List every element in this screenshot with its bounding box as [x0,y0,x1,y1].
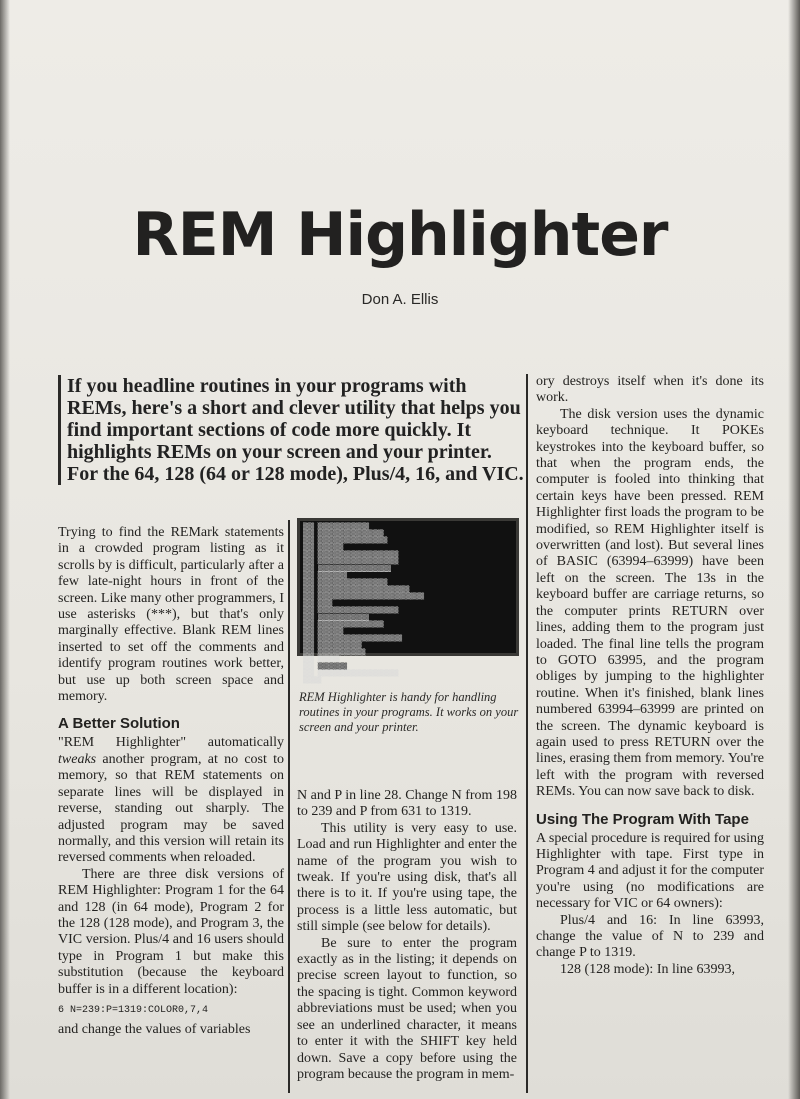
emphasis: tweaks [58,751,97,767]
column-rule [288,520,290,1093]
article-title: REM Highlighter [132,200,668,270]
paragraph [58,735,284,866]
code-line: 6 N=239:P=1319:COLOR0,7,4 [58,1004,209,1016]
text-column-3 [536,374,764,978]
paragraph: There are three disk versions of REM Highlighter: Program 1 for the 64 and 128 (in 64 mode), Program 2 for the 128 (128 mode), and Program 3, the VIC version. Plus/4 and 16 users should type in Program 1 but make this substitution (because the keyboard buffer is in a different location): [58,866,284,997]
paragraph: and change the values of variables [58,1021,251,1037]
computer-screen-image: ▒▒▒ ▒▒▒▒▒▒▒▒▒▒▒▒▒▒ ▒▒▒ ▒▒▒▒▒▒▒▒▒▒▒▒▒▒▒▒▒▒ ▒▒▒ ▒▒▒▒▒▒▒▒▒▒▒▒▒▒▒▒▒▒▒ ▒▒▒ ▒▒▒▒▒▒▒ ▒▒▒ ▒▒▒▒▒▒▒▒▒▒▒▒▒▒▒▒▒▒▒▒▒▒ ▒▒▒ ▒▒▒▒▒▒▒▒▒▒▒▒▒▒▒▒▒▒▒▒▒▒ ▒▒▒ ▒▒▒▒▒▒▒▒▒▒▒▒▒▒▒▒▒▒▒▒ ▒▒▒ ▒▒▒▒▒▒▒▒ ▒▒▒ ▒▒▒▒▒▒▒▒▒▒▒▒▒▒▒▒▒▒▒ ▒▒▒ ▒▒▒▒▒▒▒▒▒▒▒▒▒▒▒▒▒▒▒▒▒▒▒▒▒ ▒▒▒ ▒▒▒▒▒▒▒▒▒▒▒▒▒▒▒▒▒▒▒▒▒▒▒▒▒▒▒▒▒ ▒▒▒ ▒▒▒▒ ▒▒▒ ▒▒▒▒▒▒▒▒▒▒▒▒▒▒▒▒▒▒▒▒▒▒ ▒▒▒ ▒▒▒▒▒▒▒▒▒▒▒▒▒▒ ▒▒▒ ▒▒▒▒▒▒▒▒▒▒▒▒▒▒▒▒▒▒ ▒▒▒ ▒▒▒▒▒▒▒ ▒▒▒ ▒▒▒▒▒▒▒▒▒▒▒▒▒▒▒▒▒▒▒▒▒▒▒ ▒▒▒ ▒▒▒▒▒▒▒▒▒▒▒▒ ▒▒▒ ▒▒▒▒▒▒▒▒▒▒▒▒▒ ▒▒▒ ▒▒▒▒▒▒ ▒▒▒ ▒▒▒▒▒▒▒▒ ▒▒▒ ▒▒▒▒▒▒▒▒▒▒▒▒▒▒▒▒▒▒▒▒▒▒ ▒▒▒▒▒ [300,521,516,653]
section-heading: Using The Program With Tape [536,810,749,828]
paragraph: ory destroys itself when it's done its work. [536,374,764,406]
paragraph: 128 (128 mode): In line 63993, [560,961,735,977]
paragraph: Plus/4 and 16: In line 63993, change the value of N to 239 and change P to 1319. [536,912,764,961]
text-span: another program, at no cost to memory, so that REM statements on separate lines will be displayed in reverse, standing out sharply. The adjusted program may be saved normally, and this version will retain its reversed comments when reloaded. [58,751,284,866]
text-column-1 [58,525,284,1038]
paragraph: A special procedure is required for using Highlighter with tape. First type in Program 4 and adjust it for the computer you're using (no modifications are necessary for VIC or 64 owners): [536,830,764,912]
section-heading: A Better Solution [58,715,180,733]
text-span: "REM Highlighter" automatically [58,735,284,751]
paragraph: Trying to find the REMark statements in a crowded program listing as it scrolls by is difficult, particularly after a few late-night hours in front of the screen. Like many other programmers, I use asterisks (***), but that's only marginally effective. Blank REM lines inserted to set off the comments and identify program routines work better, but use up both screen space and memory. [58,525,284,705]
screenshot-figure [297,518,519,684]
text-column-2 [297,788,517,1083]
paragraph: Be sure to enter the program exactly as in the listing; it depends on precise screen layout to function, so the spacing is tight. Common keyword abbreviations must be used; when you see an underlined character, it means to enter it with the SHIFT key held down. Save a copy before using the program because the program in mem- [297,935,517,1082]
article-deck: If you headline routines in your programs with REMs, here's a short and clever utility that helps you find important sections of code more quickly. It highlights REMs on your screen and your printer. For the 64, 128 (64 or 128 mode), Plus/4, 16, and VIC. [58,375,527,485]
paragraph: N and P in line 28. Change N from 198 to 239 and P from 631 to 1319. [297,788,517,820]
column-rule [526,374,528,1093]
page-edge-shadow-left [0,0,10,1099]
article-author: Don A. Ellis [361,291,439,308]
paragraph: The disk version uses the dynamic keyboard technique. It POKEs keystrokes into the keyboard buffer, so that when the program ends, the computer is fooled into thinking that certain keys have been pressed. REM Highlighter first loads the program to be modified, so REM Highlighter itself is overwritten (and lost). But several lines of BASIC (63994–63999) have been left on the screen. The 13s in the keyboard buffer are carriage returns, so the computer prints RETURN over lines, adding them to the program just loaded. The final line tells the program to GOTO 63995, and the program obliges by jumping to the highlighter routine. When it's finished, blank lines numbered 63994–63999 are printed on the screen. The dynamic keyboard is again used to press RETURN over the lines, erasing them from memory. You're left with the program with reversed REMs. You can now save back to disk. [536,406,764,800]
figure-caption: REM Highlighter is handy for handling routines in your programs. It works on your screen and your printer. [299,690,519,734]
page-edge-shadow-right [788,0,800,1099]
paragraph: This utility is very easy to use. Load and run Highlighter and enter the name of the program you wish to tweak. If you're using disk, that's all there is to it. If you're using tape, the process is a little less automatic, but still simple (see below for details). [297,820,517,935]
